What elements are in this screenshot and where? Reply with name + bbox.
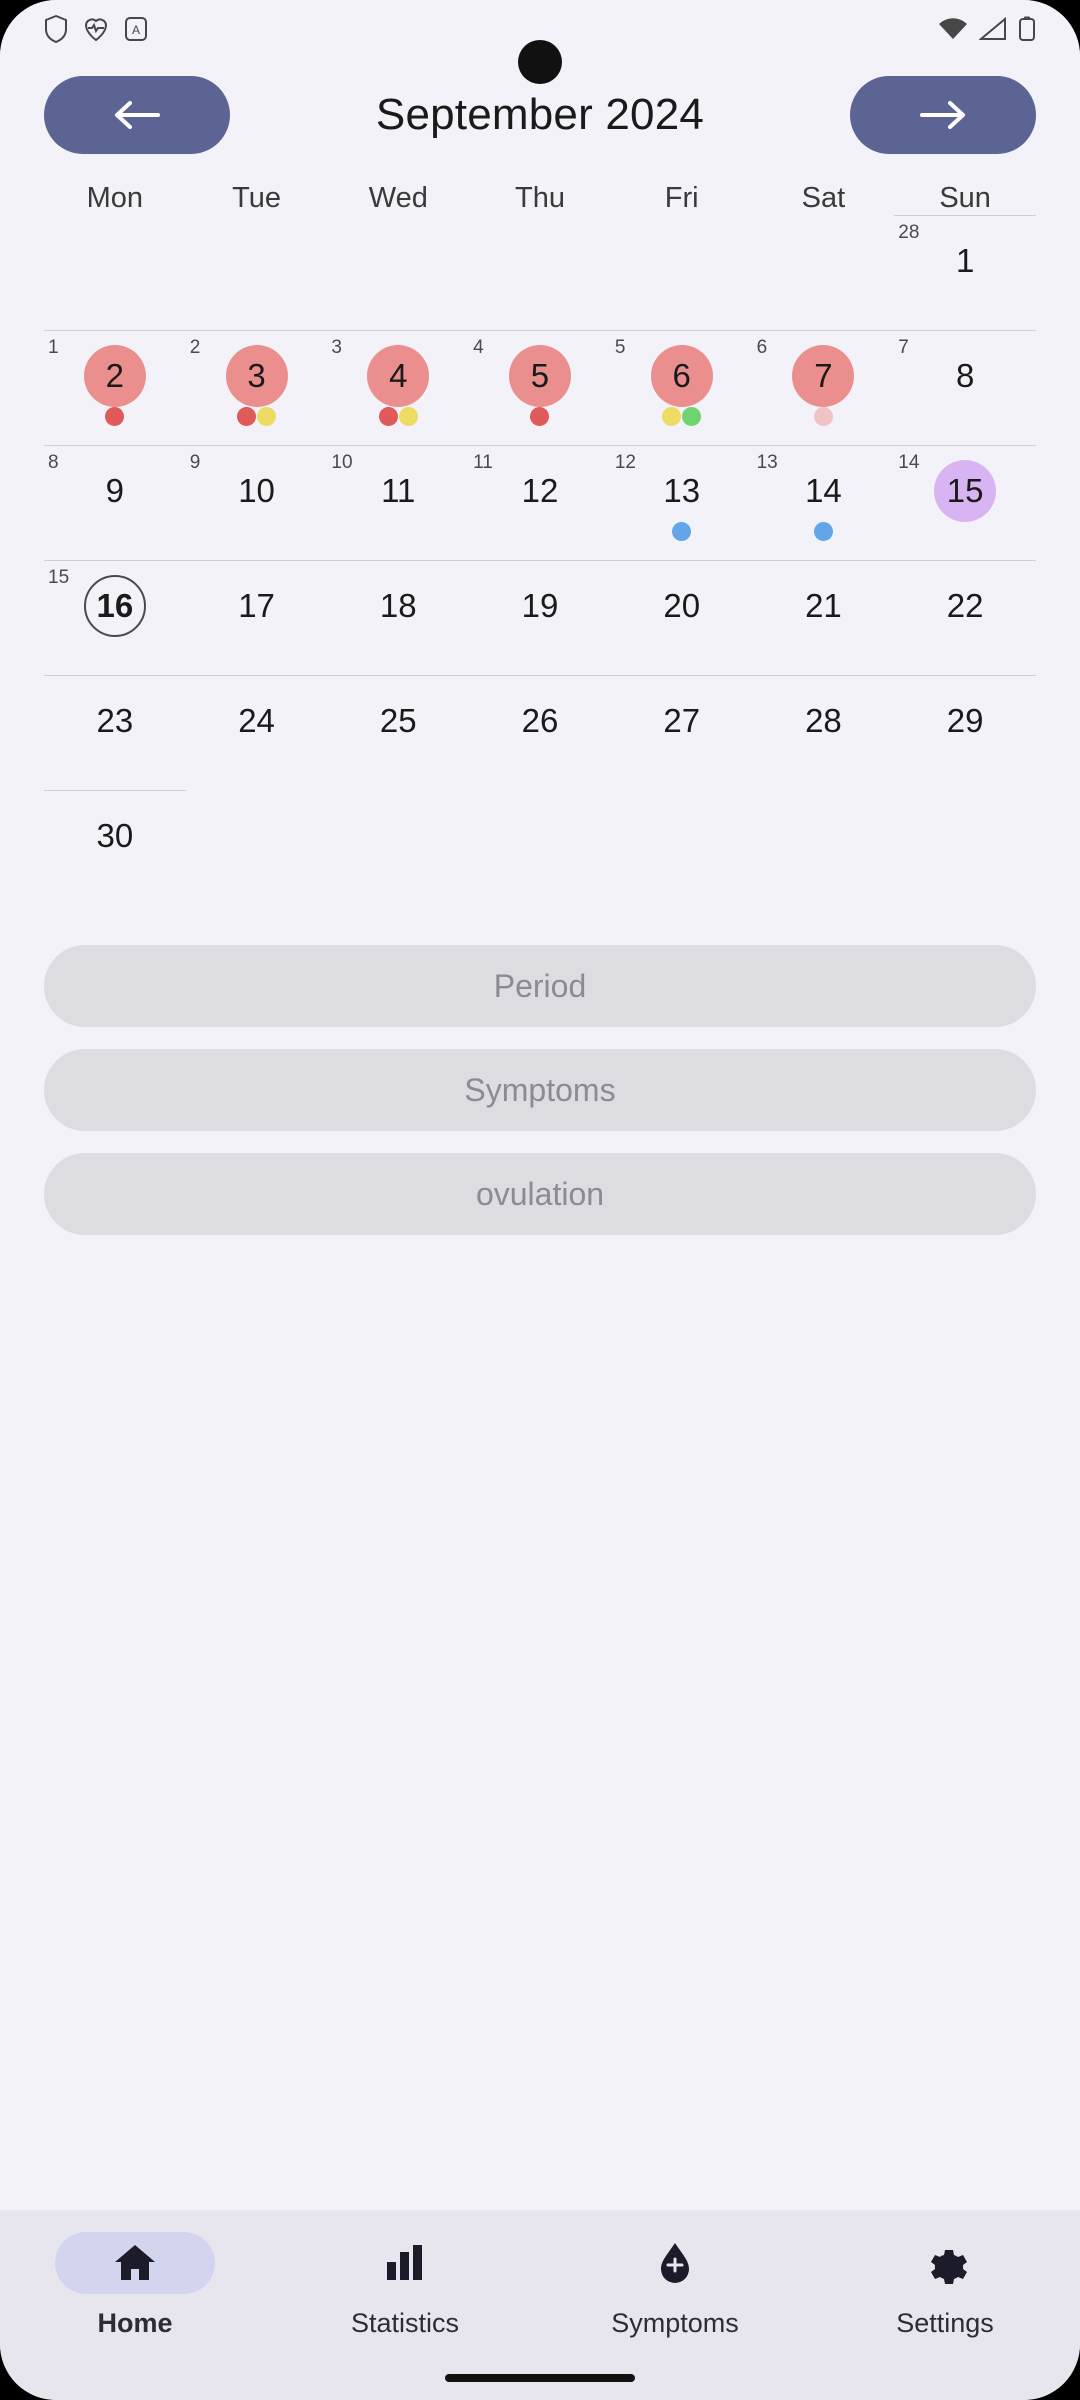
day-marker-dots xyxy=(753,407,895,426)
calendar-day-empty xyxy=(186,215,328,330)
cycle-day-number: 14 xyxy=(898,452,920,473)
calendar-day-30[interactable] xyxy=(44,790,186,905)
weekday-label-wed: Wed xyxy=(368,182,428,214)
day-marker-dots xyxy=(753,522,895,541)
home-indicator xyxy=(445,2374,635,2382)
marker-dot xyxy=(814,407,833,426)
calendar-week xyxy=(44,675,1036,790)
period-button[interactable]: Period xyxy=(44,945,1036,1027)
nav-item-label: Symptoms xyxy=(611,2308,739,2338)
calendar-day-22[interactable] xyxy=(894,560,1036,675)
day-number: 20 xyxy=(663,587,701,624)
ovulation-button[interactable]: ovulation xyxy=(44,1153,1036,1235)
cycle-day-number: 10 xyxy=(331,452,353,473)
weekday-label-tue: Tue xyxy=(232,182,282,214)
arrow-right-icon xyxy=(918,97,968,133)
cycle-day-number: 5 xyxy=(614,337,626,358)
day-number: 25 xyxy=(379,702,417,739)
calendar-day-24[interactable] xyxy=(186,675,328,790)
marker-dot xyxy=(399,407,418,426)
day-number: 28 xyxy=(805,702,842,739)
cycle-day-number: 28 xyxy=(898,222,920,243)
heart-pulse-icon xyxy=(84,15,108,48)
calendar-day-empty xyxy=(611,215,753,330)
day-number: 13 xyxy=(663,472,701,509)
status-right-icons xyxy=(938,16,1036,47)
calendar-day-6[interactable] xyxy=(611,330,753,445)
signal-icon xyxy=(979,17,1007,46)
home-icon xyxy=(55,2232,215,2294)
day-number: 21 xyxy=(805,587,842,624)
day-number: 11 xyxy=(381,472,416,509)
calendar-day-13[interactable] xyxy=(611,445,753,560)
calendar-day-20[interactable] xyxy=(611,560,753,675)
calendar-day-29[interactable] xyxy=(894,675,1036,790)
battery-icon xyxy=(1018,16,1036,47)
marker-dot xyxy=(672,522,691,541)
day-number: 22 xyxy=(946,587,984,624)
weekday-label-sat: Sat xyxy=(801,182,846,214)
day-number: 5 xyxy=(509,345,571,407)
calendar-day-5[interactable] xyxy=(469,330,611,445)
status-left-icons xyxy=(44,15,148,48)
marker-dot xyxy=(662,407,681,426)
calendar-day-15[interactable] xyxy=(894,445,1036,560)
day-number: 6 xyxy=(651,345,713,407)
symptoms-button[interactable]: Symptoms xyxy=(44,1049,1036,1131)
calendar-day-27[interactable] xyxy=(611,675,753,790)
day-number: 15 xyxy=(934,460,996,522)
calendar-day-8[interactable] xyxy=(894,330,1036,445)
marker-dot xyxy=(530,407,549,426)
day-number: 24 xyxy=(238,702,275,739)
cycle-day-number: 12 xyxy=(614,452,636,473)
day-number: 26 xyxy=(521,702,559,739)
calendar-day-14[interactable] xyxy=(753,445,895,560)
marker-dot xyxy=(682,407,701,426)
weekday-label-fri: Fri xyxy=(664,182,699,214)
calendar-day-19[interactable] xyxy=(469,560,611,675)
nav-item-label: Home xyxy=(97,2308,173,2338)
calendar-day-25[interactable] xyxy=(327,675,469,790)
calendar-day-empty xyxy=(611,790,753,905)
calendar-week xyxy=(44,790,1036,905)
day-marker-dots xyxy=(611,522,753,541)
action-buttons xyxy=(0,905,1080,1235)
day-number: 3 xyxy=(226,345,288,407)
nav-item-home[interactable] xyxy=(0,2232,270,2339)
cycle-day-number: 4 xyxy=(473,337,484,358)
cycle-day-number: 9 xyxy=(189,452,201,473)
calendar-day-10[interactable] xyxy=(186,445,328,560)
cycle-day-number: 6 xyxy=(756,337,768,358)
day-number: 16 xyxy=(84,575,146,637)
cycle-day-number: 7 xyxy=(898,337,909,358)
day-number: 27 xyxy=(663,702,701,739)
weekday-label-mon: Mon xyxy=(86,182,144,214)
day-number: 14 xyxy=(805,472,842,509)
cycle-day-number: 13 xyxy=(756,452,778,473)
cycle-day-number: 8 xyxy=(48,452,59,473)
day-number: 17 xyxy=(238,587,275,624)
nav-item-label: Statistics xyxy=(350,2308,460,2338)
calendar-day-12[interactable] xyxy=(469,445,611,560)
calendar-week xyxy=(44,445,1036,560)
app-badge-icon xyxy=(124,16,148,47)
day-number: 18 xyxy=(379,587,417,624)
cycle-day-number: 3 xyxy=(331,337,342,358)
calendar-day-21[interactable] xyxy=(753,560,895,675)
day-marker-dots xyxy=(611,407,753,426)
day-number: 7 xyxy=(792,345,854,407)
marker-dot xyxy=(105,407,124,426)
nav-item-label: Settings xyxy=(896,2308,994,2338)
day-number: 23 xyxy=(96,702,134,739)
next-month-button[interactable] xyxy=(850,76,1036,154)
svg-text:A: A xyxy=(131,22,141,37)
bar-chart-icon xyxy=(325,2232,485,2294)
marker-dot xyxy=(379,407,398,426)
day-number: 12 xyxy=(521,472,559,509)
marker-dot xyxy=(814,522,833,541)
arrow-left-icon xyxy=(112,97,162,133)
day-marker-dots xyxy=(327,407,469,426)
calendar-day-4[interactable] xyxy=(327,330,469,445)
weekday-header xyxy=(0,164,1080,215)
cycle-day-number: 1 xyxy=(48,337,59,358)
day-marker-dots xyxy=(469,407,611,426)
nav-item-statistics[interactable] xyxy=(270,2232,540,2339)
calendar-day-empty xyxy=(44,215,186,330)
calendar-day-18[interactable] xyxy=(327,560,469,675)
front-camera xyxy=(518,40,562,84)
calendar-day-16[interactable] xyxy=(44,560,186,675)
calendar-day-empty xyxy=(327,790,469,905)
calendar-day-2[interactable] xyxy=(44,330,186,445)
calendar-week xyxy=(44,215,1036,330)
nav-item-symptoms[interactable] xyxy=(540,2232,810,2339)
calendar-day-17[interactable] xyxy=(186,560,328,675)
day-number: 19 xyxy=(521,587,559,624)
day-number: 10 xyxy=(238,472,275,509)
calendar-day-empty xyxy=(186,790,328,905)
weekday-label-thu: Thu xyxy=(515,182,565,214)
day-number: 8 xyxy=(955,357,975,394)
calendar-day-empty xyxy=(469,790,611,905)
calendar-day-26[interactable] xyxy=(469,675,611,790)
prev-month-button[interactable] xyxy=(44,76,230,154)
nav-item-settings[interactable] xyxy=(810,2232,1080,2339)
marker-dot xyxy=(237,407,256,426)
calendar-week xyxy=(44,330,1036,445)
calendar-day-9[interactable] xyxy=(44,445,186,560)
calendar-day-empty xyxy=(753,215,895,330)
calendar-day-empty xyxy=(327,215,469,330)
page-title: September 2024 xyxy=(375,90,705,139)
calendar-day-11[interactable] xyxy=(327,445,469,560)
cycle-day-number: 11 xyxy=(473,452,493,473)
day-number: 1 xyxy=(955,242,975,279)
bottom-navigation[interactable] xyxy=(0,2210,1080,2400)
day-number: 4 xyxy=(367,345,429,407)
day-marker-dots xyxy=(186,407,328,426)
day-number: 29 xyxy=(946,702,984,739)
cycle-day-number: 15 xyxy=(48,567,70,588)
calendar-day-empty xyxy=(753,790,895,905)
calendar-day-3[interactable] xyxy=(186,330,328,445)
weekday-label-sun: Sun xyxy=(939,182,991,214)
droplet-icon xyxy=(595,2232,755,2294)
day-marker-dots xyxy=(44,407,186,426)
calendar-grid[interactable] xyxy=(0,215,1080,905)
marker-dot xyxy=(257,407,276,426)
day-number: 2 xyxy=(84,345,146,407)
day-number: 30 xyxy=(96,817,134,854)
gear-icon xyxy=(865,2232,1025,2294)
calendar-day-7[interactable] xyxy=(753,330,895,445)
calendar-day-28[interactable] xyxy=(753,675,895,790)
shield-icon xyxy=(44,15,68,48)
wifi-icon xyxy=(938,17,968,46)
day-number: 9 xyxy=(105,472,125,509)
calendar-day-23[interactable] xyxy=(44,675,186,790)
status-bar xyxy=(0,0,1080,62)
calendar-day-empty xyxy=(894,790,1036,905)
calendar-week xyxy=(44,560,1036,675)
calendar-day-1[interactable] xyxy=(894,215,1036,330)
cycle-day-number: 2 xyxy=(189,337,201,358)
calendar-day-empty xyxy=(469,215,611,330)
